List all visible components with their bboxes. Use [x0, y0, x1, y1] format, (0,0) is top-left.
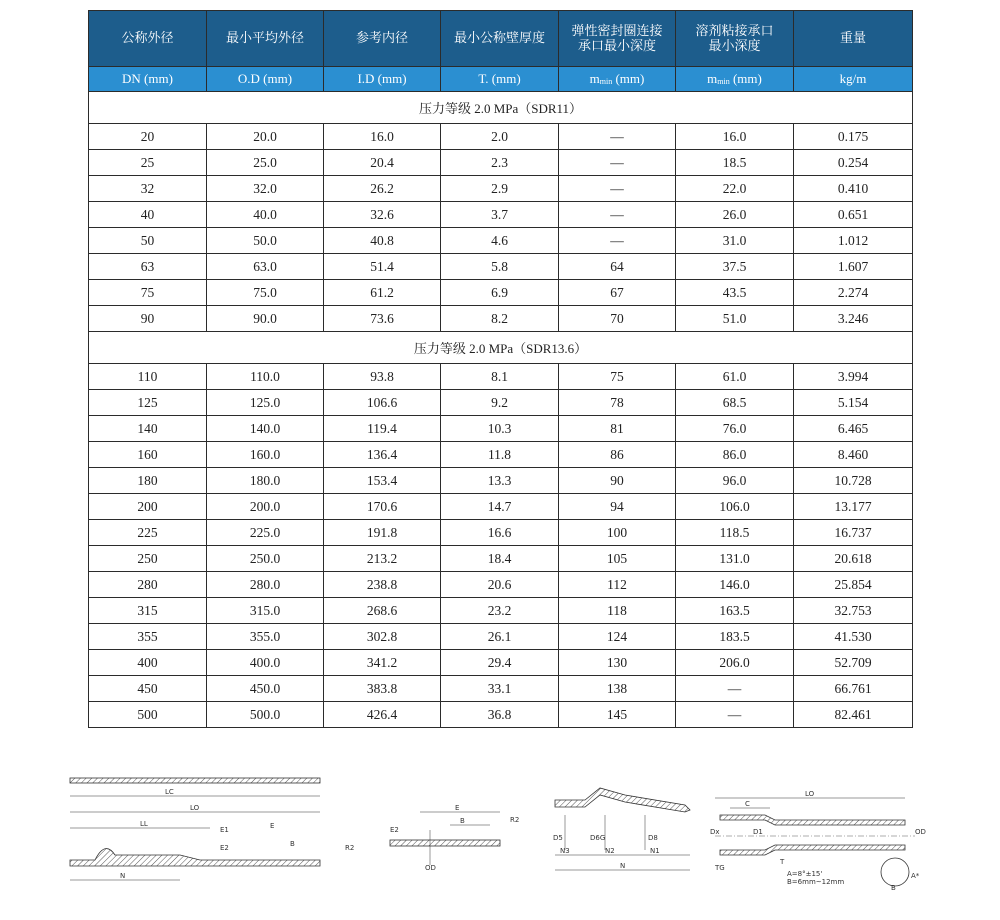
table-cell: 63.0: [207, 254, 324, 280]
table-cell: 22.0: [676, 176, 794, 202]
table-cell: 51.0: [676, 306, 794, 332]
diagram-label: A=8°±15': [787, 870, 823, 878]
table-cell: 37.5: [676, 254, 794, 280]
table-cell: —: [559, 228, 676, 254]
table-cell: 146.0: [676, 572, 794, 598]
table-row: [89, 442, 913, 468]
table-cell: 119.4: [324, 416, 441, 442]
table-row: [89, 468, 913, 494]
table-cell: 43.5: [676, 280, 794, 306]
col-title: 重量: [794, 11, 913, 67]
table-cell: 16.737: [794, 520, 913, 546]
table-cell: —: [676, 676, 794, 702]
table-cell: 106.6: [324, 390, 441, 416]
table-cell: 50.0: [207, 228, 324, 254]
col-title: 公称外径: [89, 11, 207, 67]
table-cell: 140: [89, 416, 207, 442]
table-cell: 125: [89, 390, 207, 416]
table-cell: 180.0: [207, 468, 324, 494]
diagram-label: A*: [911, 872, 920, 880]
table-cell: 400.0: [207, 650, 324, 676]
table-cell: 280: [89, 572, 207, 598]
table-cell: 25.854: [794, 572, 913, 598]
table-cell: 11.8: [441, 442, 559, 468]
col-unit: DN (mm): [89, 67, 207, 92]
table-row: [89, 390, 913, 416]
diagram-label: B: [290, 840, 295, 848]
table-cell: 160.0: [207, 442, 324, 468]
table-row: [89, 124, 913, 150]
col-unit: [676, 67, 794, 92]
table-cell: 16.6: [441, 520, 559, 546]
table-cell: 18.5: [676, 150, 794, 176]
table-cell: 2.0: [441, 124, 559, 150]
table-cell: 145: [559, 702, 676, 728]
table-cell: 32.6: [324, 202, 441, 228]
diagram-pipe-socket: [60, 770, 380, 890]
table-row: [89, 202, 913, 228]
table-cell: 0.254: [794, 150, 913, 176]
table-cell: 25: [89, 150, 207, 176]
diagram-label: TG: [715, 864, 725, 872]
table-cell: 136.4: [324, 442, 441, 468]
table-cell: 225: [89, 520, 207, 546]
table-cell: 51.4: [324, 254, 441, 280]
table-cell: 2.274: [794, 280, 913, 306]
header-row-titles: [89, 11, 913, 67]
table-cell: 90.0: [207, 306, 324, 332]
table-cell: 341.2: [324, 650, 441, 676]
table-cell: 86.0: [676, 442, 794, 468]
col-unit: [559, 67, 676, 92]
table-cell: 90: [89, 306, 207, 332]
col-title: 最小公称壁厚度: [441, 11, 559, 67]
table-cell: 81: [559, 416, 676, 442]
diagram-label: D6G: [590, 834, 606, 842]
col-title-text: 弹性密封圈连接承口最小深度: [571, 23, 663, 54]
col-unit: O.D (mm): [207, 67, 324, 92]
unit-main: m: [707, 71, 718, 86]
table-cell: 0.175: [794, 124, 913, 150]
spec-table-wrapper: [88, 10, 912, 728]
table-cell: 75: [559, 364, 676, 390]
table-cell: 5.8: [441, 254, 559, 280]
table-cell: 105: [559, 546, 676, 572]
table-row: [89, 228, 913, 254]
section-title: 压力等级 2.0 MPa（SDR11）: [89, 92, 913, 124]
table-cell: 160: [89, 442, 207, 468]
table-cell: 40: [89, 202, 207, 228]
table-cell: 40.0: [207, 202, 324, 228]
table-cell: 32.0: [207, 176, 324, 202]
table-row: [89, 416, 913, 442]
diagram-label: OD: [425, 864, 436, 872]
diagram-label: N: [620, 862, 626, 870]
table-row: [89, 364, 913, 390]
col-unit: kg/m: [794, 67, 913, 92]
table-row: [89, 624, 913, 650]
table-cell: 200.0: [207, 494, 324, 520]
table-row: [89, 306, 913, 332]
table-cell: 280.0: [207, 572, 324, 598]
table-cell: 64: [559, 254, 676, 280]
diagram-label: D8: [648, 834, 658, 842]
table-cell: 450: [89, 676, 207, 702]
table-cell: 3.246: [794, 306, 913, 332]
table-cell: 225.0: [207, 520, 324, 546]
table-cell: 250.0: [207, 546, 324, 572]
table-cell: 0.651: [794, 202, 913, 228]
table-cell: 86: [559, 442, 676, 468]
table-row: [89, 150, 913, 176]
table-cell: 5.154: [794, 390, 913, 416]
table-cell: 315.0: [207, 598, 324, 624]
table-cell: 250: [89, 546, 207, 572]
table-cell: 16.0: [324, 124, 441, 150]
diagram-label: R2: [510, 816, 520, 824]
table-cell: 3.7: [441, 202, 559, 228]
table-cell: 355.0: [207, 624, 324, 650]
table-cell: 110: [89, 364, 207, 390]
section-title: 压力等级 2.0 MPa（SDR13.6）: [89, 332, 913, 364]
unit-tail: (mm): [612, 71, 645, 86]
table-cell: 500: [89, 702, 207, 728]
table-cell: 180: [89, 468, 207, 494]
unit-sub: min: [717, 77, 730, 86]
table-cell: 94: [559, 494, 676, 520]
table-row: [89, 520, 913, 546]
table-cell: 315: [89, 598, 207, 624]
col-unit: I.D (mm): [324, 67, 441, 92]
diagram-label: N1: [650, 847, 660, 855]
table-cell: 76.0: [676, 416, 794, 442]
diagram-label: E2: [390, 826, 399, 834]
table-cell: 78: [559, 390, 676, 416]
table-cell: 10.728: [794, 468, 913, 494]
table-row: [89, 494, 913, 520]
table-cell: 14.7: [441, 494, 559, 520]
table-cell: 41.530: [794, 624, 913, 650]
col-title: [676, 11, 794, 67]
diagram-label: LC: [165, 788, 174, 796]
table-cell: 213.2: [324, 546, 441, 572]
table-cell: 2.9: [441, 176, 559, 202]
table-cell: 268.6: [324, 598, 441, 624]
table-row: [89, 254, 913, 280]
section-header-row: [89, 92, 913, 124]
table-cell: 18.4: [441, 546, 559, 572]
table-row: [89, 572, 913, 598]
table-cell: 131.0: [676, 546, 794, 572]
table-cell: 1.012: [794, 228, 913, 254]
table-cell: —: [559, 202, 676, 228]
table-cell: —: [676, 702, 794, 728]
col-title: [559, 11, 676, 67]
table-cell: 13.3: [441, 468, 559, 494]
diagram-label: C: [745, 800, 750, 808]
table-row: [89, 702, 913, 728]
table-cell: 110.0: [207, 364, 324, 390]
table-cell: 426.4: [324, 702, 441, 728]
table-cell: 50: [89, 228, 207, 254]
table-cell: 138: [559, 676, 676, 702]
diagram-label: N3: [560, 847, 570, 855]
table-cell: 20.4: [324, 150, 441, 176]
table-cell: 450.0: [207, 676, 324, 702]
table-cell: 355: [89, 624, 207, 650]
table-cell: 29.4: [441, 650, 559, 676]
diagram-label: N2: [605, 847, 615, 855]
table-cell: 32: [89, 176, 207, 202]
table-cell: 10.3: [441, 416, 559, 442]
diagram-label: N: [120, 872, 126, 880]
diagram-label: E2: [220, 844, 229, 852]
table-cell: 153.4: [324, 468, 441, 494]
table-cell: 100: [559, 520, 676, 546]
table-cell: 200: [89, 494, 207, 520]
table-cell: 183.5: [676, 624, 794, 650]
table-cell: 118.5: [676, 520, 794, 546]
table-cell: 8.1: [441, 364, 559, 390]
unit-tail: (mm): [729, 71, 762, 86]
table-cell: —: [559, 150, 676, 176]
header-row-units: [89, 67, 913, 92]
table-cell: 8.460: [794, 442, 913, 468]
col-title: 最小平均外径: [207, 11, 324, 67]
table-cell: 25.0: [207, 150, 324, 176]
table-cell: 26.1: [441, 624, 559, 650]
table-cell: 61.2: [324, 280, 441, 306]
table-cell: 26.0: [676, 202, 794, 228]
diagram-label: B: [891, 884, 896, 892]
table-row: [89, 598, 913, 624]
table-cell: —: [559, 176, 676, 202]
table-cell: 93.8: [324, 364, 441, 390]
diagram-label: LL: [140, 820, 148, 828]
table-cell: 33.1: [441, 676, 559, 702]
table-cell: 4.6: [441, 228, 559, 254]
diagram-label: D5: [553, 834, 563, 842]
section-header-row: [89, 332, 913, 364]
table-cell: 8.2: [441, 306, 559, 332]
table-row: [89, 280, 913, 306]
table-cell: 140.0: [207, 416, 324, 442]
col-unit: T. (mm): [441, 67, 559, 92]
diagram-label: E1: [220, 826, 229, 834]
table-cell: 82.461: [794, 702, 913, 728]
diagram-label: B=6mm~12mm: [787, 878, 845, 886]
table-cell: 9.2: [441, 390, 559, 416]
table-cell: 6.9: [441, 280, 559, 306]
table-row: [89, 546, 913, 572]
table-cell: 70: [559, 306, 676, 332]
table-cell: 63: [89, 254, 207, 280]
table-cell: 66.761: [794, 676, 913, 702]
table-cell: 20.6: [441, 572, 559, 598]
diagram-label: T: [780, 858, 785, 866]
table-cell: 73.6: [324, 306, 441, 332]
col-title-text: 溶剂粘接承口最小深度: [695, 23, 774, 54]
table-cell: 20.618: [794, 546, 913, 572]
table-cell: 112: [559, 572, 676, 598]
table-cell: 125.0: [207, 390, 324, 416]
diagram-cement-socket: [705, 770, 945, 895]
table-cell: 2.3: [441, 150, 559, 176]
table-cell: 16.0: [676, 124, 794, 150]
table-cell: 238.8: [324, 572, 441, 598]
diagram-label: E: [455, 804, 460, 812]
unit-main: m: [589, 71, 600, 86]
table-cell: 6.465: [794, 416, 913, 442]
table-cell: 23.2: [441, 598, 559, 624]
table-cell: 206.0: [676, 650, 794, 676]
table-cell: 163.5: [676, 598, 794, 624]
table-cell: 26.2: [324, 176, 441, 202]
table-cell: 3.994: [794, 364, 913, 390]
table-cell: 40.8: [324, 228, 441, 254]
diagram-label: LO: [190, 804, 200, 812]
table-cell: 67: [559, 280, 676, 306]
diagram-label: Dx: [710, 828, 720, 836]
table-cell: 0.410: [794, 176, 913, 202]
table-cell: 302.8: [324, 624, 441, 650]
table-cell: 36.8: [441, 702, 559, 728]
diagram-label: B: [460, 817, 465, 825]
table-cell: —: [559, 124, 676, 150]
diagram-label: R2: [345, 844, 355, 852]
table-cell: 52.709: [794, 650, 913, 676]
diagram-seal-socket: [545, 770, 705, 890]
table-cell: 191.8: [324, 520, 441, 546]
table-cell: 13.177: [794, 494, 913, 520]
table-cell: 130: [559, 650, 676, 676]
table-cell: 61.0: [676, 364, 794, 390]
table-cell: 400: [89, 650, 207, 676]
diagram-label: E: [270, 822, 275, 830]
table-cell: 106.0: [676, 494, 794, 520]
unit-sub: min: [599, 77, 613, 86]
technical-diagrams: [60, 770, 940, 900]
table-row: [89, 676, 913, 702]
table-cell: 75.0: [207, 280, 324, 306]
table-cell: 1.607: [794, 254, 913, 280]
table-row: [89, 176, 913, 202]
diagram-label: D1: [753, 828, 763, 836]
diagram-label: OD: [915, 828, 926, 836]
pipe-spec-table: [88, 10, 913, 728]
table-cell: 96.0: [676, 468, 794, 494]
table-cell: 32.753: [794, 598, 913, 624]
table-body: [89, 92, 913, 728]
diagram-label: LO: [805, 790, 815, 798]
table-cell: 31.0: [676, 228, 794, 254]
table-cell: 75: [89, 280, 207, 306]
table-cell: 68.5: [676, 390, 794, 416]
diagram-spigot-end: [380, 770, 530, 890]
table-cell: 383.8: [324, 676, 441, 702]
table-cell: 20.0: [207, 124, 324, 150]
table-cell: 124: [559, 624, 676, 650]
table-cell: 500.0: [207, 702, 324, 728]
table-cell: 118: [559, 598, 676, 624]
table-cell: 170.6: [324, 494, 441, 520]
table-cell: 90: [559, 468, 676, 494]
table-row: [89, 650, 913, 676]
col-title: 参考内径: [324, 11, 441, 67]
table-cell: 20: [89, 124, 207, 150]
